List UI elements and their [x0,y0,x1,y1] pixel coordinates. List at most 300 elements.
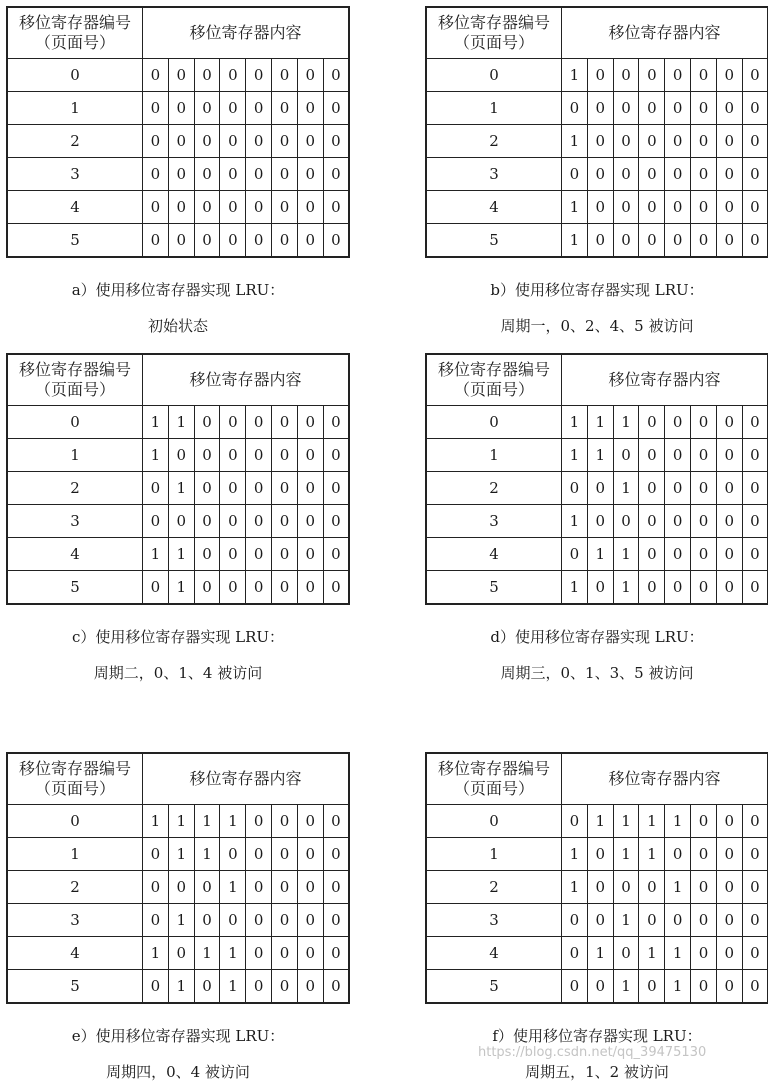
page-number-cell: 1 [7,838,143,871]
bit-cell: 1 [168,838,194,871]
bit-cell: 0 [639,505,665,538]
header-register-id [7,753,143,805]
bit-cell: 0 [587,125,613,158]
bit-cell: 0 [297,505,323,538]
page-number-cell: 5 [426,571,562,605]
bit-cell: 0 [587,472,613,505]
bit-cell: 0 [143,904,169,937]
bit-cell: 0 [323,904,349,937]
bit-cell: 0 [613,191,639,224]
bit-cell: 0 [716,158,742,191]
bit-cell: 0 [742,871,768,904]
page-number-cell: 2 [7,871,143,904]
bit-cell: 0 [323,838,349,871]
table-row [426,571,768,605]
table-row [7,92,349,125]
bit-cell: 0 [562,472,588,505]
bit-cell: 0 [297,970,323,1004]
header-register-id-line1: 移位寄存器编号 [427,360,561,380]
header-register-id-line2: （页面号） [8,33,142,53]
page-number-cell: 2 [7,125,143,158]
bit-cell: 0 [272,439,298,472]
bit-cell: 0 [323,158,349,191]
table-row [426,191,768,224]
bit-cell: 0 [742,59,768,92]
bit-cell: 0 [613,92,639,125]
bit-cell: 0 [639,59,665,92]
bit-cell: 0 [246,439,272,472]
bit-cell: 1 [587,406,613,439]
page-number-cell: 3 [426,904,562,937]
bit-cell: 0 [742,904,768,937]
bit-cell: 0 [323,439,349,472]
bit-cell: 0 [742,191,768,224]
header-register-content: 移位寄存器内容 [562,7,768,59]
bit-cell: 1 [562,571,588,605]
header-register-content: 移位寄存器内容 [562,753,768,805]
bit-cell: 0 [297,871,323,904]
bit-cell: 1 [143,406,169,439]
watermark-text: https://blog.csdn.net/qq_39475130 [478,1045,706,1060]
caption-subtitle: 初始状态 [6,317,350,335]
bit-cell: 1 [168,805,194,838]
bit-cell: 0 [297,571,323,605]
table-row [7,472,349,505]
page-number-cell: 5 [7,224,143,258]
bit-cell: 1 [665,805,691,838]
bit-cell: 0 [665,125,691,158]
bit-cell: 0 [272,538,298,571]
page-number-cell: 3 [426,505,562,538]
bit-cell: 0 [613,505,639,538]
bit-cell: 0 [742,158,768,191]
bit-cell: 0 [613,871,639,904]
panel-d [425,353,768,605]
table-row [7,505,349,538]
bit-cell: 0 [168,937,194,970]
bit-cell: 0 [143,125,169,158]
bit-cell: 0 [246,92,272,125]
page-number-cell: 5 [7,970,143,1004]
bit-cell: 0 [194,92,220,125]
bit-cell: 0 [613,59,639,92]
bit-cell: 0 [742,805,768,838]
header-register-id [426,7,562,59]
bit-cell: 0 [143,871,169,904]
bit-cell: 0 [665,224,691,258]
bit-cell: 0 [639,158,665,191]
bit-cell: 0 [297,439,323,472]
bit-cell: 1 [143,805,169,838]
bit-cell: 0 [742,92,768,125]
bit-cell: 0 [562,904,588,937]
bit-cell: 0 [246,472,272,505]
page-number-cell: 3 [426,158,562,191]
table-row [7,224,349,258]
bit-cell: 0 [220,406,246,439]
table-row [7,838,349,871]
bit-cell: 0 [742,406,768,439]
bit-cell: 0 [143,158,169,191]
bit-cell: 0 [194,406,220,439]
table-row [7,59,349,92]
bit-cell: 0 [246,158,272,191]
bit-cell: 0 [742,125,768,158]
bit-cell: 0 [613,158,639,191]
lru-table [6,6,350,258]
bit-cell: 0 [323,871,349,904]
bit-cell: 1 [665,871,691,904]
bit-cell: 0 [742,224,768,258]
bit-cell: 0 [691,505,717,538]
header-register-id [7,354,143,406]
bit-cell: 0 [246,904,272,937]
bit-cell: 0 [143,224,169,258]
lru-table [6,353,350,605]
bit-cell: 1 [562,125,588,158]
bit-cell: 0 [665,439,691,472]
table-row [426,92,768,125]
table-row [7,871,349,904]
bit-cell: 0 [246,805,272,838]
panel-f [425,752,768,1004]
bit-cell: 0 [246,406,272,439]
page-number-cell: 3 [7,158,143,191]
bit-cell: 0 [220,439,246,472]
bit-cell: 0 [272,406,298,439]
bit-cell: 0 [323,191,349,224]
header-register-id-line2: （页面号） [427,779,561,799]
table-row [426,125,768,158]
bit-cell: 1 [194,838,220,871]
bit-cell: 1 [562,59,588,92]
page-number-cell: 1 [7,439,143,472]
bit-cell: 0 [691,571,717,605]
table-row [7,439,349,472]
bit-cell: 1 [143,439,169,472]
bit-cell: 1 [665,937,691,970]
bit-cell: 0 [168,92,194,125]
bit-cell: 0 [716,191,742,224]
bit-cell: 0 [323,505,349,538]
header-register-content: 移位寄存器内容 [143,753,350,805]
bit-cell: 0 [716,406,742,439]
bit-cell: 0 [639,191,665,224]
bit-cell: 0 [639,871,665,904]
bit-cell: 0 [587,904,613,937]
header-register-id [426,753,562,805]
bit-cell: 0 [297,158,323,191]
bit-cell: 1 [587,538,613,571]
bit-cell: 0 [220,472,246,505]
bit-cell: 1 [220,970,246,1004]
bit-cell: 0 [297,904,323,937]
bit-cell: 0 [297,224,323,258]
bit-cell: 0 [613,125,639,158]
bit-cell: 0 [323,937,349,970]
bit-cell: 0 [716,838,742,871]
page-number-cell: 2 [426,125,562,158]
bit-cell: 1 [168,571,194,605]
bit-cell: 1 [613,970,639,1004]
table-row [7,191,349,224]
page-number-cell: 0 [426,59,562,92]
bit-cell: 0 [246,838,272,871]
bit-cell: 0 [587,838,613,871]
caption-title: e）使用移位寄存器实现 LRU： [6,1027,350,1045]
bit-cell: 1 [143,538,169,571]
bit-cell: 0 [587,871,613,904]
bit-cell: 0 [297,92,323,125]
bit-cell: 0 [323,92,349,125]
bit-cell: 0 [691,904,717,937]
table-row [426,439,768,472]
table-row [7,571,349,605]
bit-cell: 0 [168,158,194,191]
bit-cell: 0 [246,125,272,158]
bit-cell: 0 [323,805,349,838]
bit-cell: 0 [665,505,691,538]
bit-cell: 0 [691,59,717,92]
bit-cell: 0 [194,970,220,1004]
bit-cell: 0 [272,970,298,1004]
bit-cell: 0 [297,191,323,224]
bit-cell: 0 [323,406,349,439]
bit-cell: 1 [562,439,588,472]
caption-subtitle: 周期四，0、4 被访问 [6,1063,350,1081]
bit-cell: 0 [587,571,613,605]
bit-cell: 1 [587,439,613,472]
bit-cell: 0 [691,970,717,1004]
table-row [426,937,768,970]
bit-cell: 1 [562,406,588,439]
table-row [7,805,349,838]
bit-cell: 1 [220,937,246,970]
bit-cell: 0 [194,59,220,92]
table-row [7,970,349,1004]
bit-cell: 0 [587,224,613,258]
bit-cell: 0 [587,970,613,1004]
bit-cell: 0 [691,937,717,970]
bit-cell: 0 [742,505,768,538]
header-register-content: 移位寄存器内容 [562,354,768,406]
table-row [426,871,768,904]
bit-cell: 0 [587,158,613,191]
page-number-cell: 5 [426,224,562,258]
bit-cell: 1 [613,838,639,871]
bit-cell: 0 [716,92,742,125]
bit-cell: 0 [562,970,588,1004]
bit-cell: 0 [639,970,665,1004]
bit-cell: 0 [639,92,665,125]
bit-cell: 0 [272,92,298,125]
bit-cell: 0 [323,571,349,605]
page-number-cell: 2 [426,472,562,505]
bit-cell: 0 [716,937,742,970]
page-number-cell: 4 [7,937,143,970]
panel-b [425,6,768,258]
bit-cell: 0 [716,59,742,92]
bit-cell: 0 [613,224,639,258]
table-row [426,538,768,571]
bit-cell: 0 [297,805,323,838]
lru-table [425,6,768,258]
bit-cell: 0 [143,92,169,125]
header-register-id-line2: （页面号） [8,380,142,400]
table-row [426,505,768,538]
bit-cell: 0 [246,224,272,258]
table-row [426,805,768,838]
page-number-cell: 3 [7,904,143,937]
page-number-cell: 5 [7,571,143,605]
page-number-cell: 1 [7,92,143,125]
bit-cell: 0 [691,406,717,439]
bit-cell: 0 [194,505,220,538]
bit-cell: 0 [742,970,768,1004]
bit-cell: 0 [665,838,691,871]
bit-cell: 0 [742,838,768,871]
bit-cell: 0 [143,59,169,92]
bit-cell: 0 [639,904,665,937]
bit-cell: 0 [246,937,272,970]
bit-cell: 0 [220,92,246,125]
bit-cell: 0 [272,871,298,904]
bit-cell: 0 [168,59,194,92]
header-register-id-line1: 移位寄存器编号 [8,759,142,779]
table-row [426,472,768,505]
bit-cell: 0 [716,805,742,838]
header-register-id-line1: 移位寄存器编号 [427,13,561,33]
bit-cell: 1 [613,472,639,505]
bit-cell: 1 [639,838,665,871]
bit-cell: 0 [220,59,246,92]
bit-cell: 0 [639,472,665,505]
bit-cell: 1 [168,472,194,505]
bit-cell: 0 [665,92,691,125]
bit-cell: 0 [691,472,717,505]
bit-cell: 0 [246,191,272,224]
bit-cell: 0 [194,439,220,472]
bit-cell: 0 [220,904,246,937]
bit-cell: 0 [272,125,298,158]
bit-cell: 1 [562,505,588,538]
lru-table [425,752,768,1004]
bit-cell: 0 [143,571,169,605]
page-number-cell: 2 [426,871,562,904]
bit-cell: 0 [246,538,272,571]
bit-cell: 1 [613,904,639,937]
page-number-cell: 3 [7,505,143,538]
bit-cell: 0 [272,838,298,871]
bit-cell: 0 [742,472,768,505]
bit-cell: 0 [194,871,220,904]
bit-cell: 0 [220,505,246,538]
bit-cell: 0 [587,505,613,538]
bit-cell: 0 [297,125,323,158]
bit-cell: 1 [587,937,613,970]
table-row [7,406,349,439]
bit-cell: 0 [691,92,717,125]
header-register-id-line2: （页面号） [427,380,561,400]
bit-cell: 0 [323,125,349,158]
table-row [7,538,349,571]
page-number-cell: 0 [426,406,562,439]
caption-subtitle: 周期三，0、1、3、5 被访问 [425,664,768,682]
bit-cell: 1 [639,937,665,970]
page-number-cell: 5 [426,970,562,1004]
bit-cell: 0 [587,59,613,92]
page-number-cell: 4 [426,937,562,970]
bit-cell: 0 [323,970,349,1004]
bit-cell: 0 [562,92,588,125]
bit-cell: 0 [562,538,588,571]
table-row [426,158,768,191]
bit-cell: 0 [716,538,742,571]
bit-cell: 0 [665,904,691,937]
bit-cell: 0 [691,805,717,838]
bit-cell: 1 [562,224,588,258]
page-number-cell: 4 [426,538,562,571]
page-number-cell: 0 [7,59,143,92]
bit-cell: 1 [220,871,246,904]
bit-cell: 0 [716,439,742,472]
bit-cell: 0 [716,472,742,505]
caption-title: c）使用移位寄存器实现 LRU： [6,628,350,646]
bit-cell: 0 [691,224,717,258]
bit-cell: 0 [194,571,220,605]
bit-cell: 0 [246,970,272,1004]
bit-cell: 0 [168,871,194,904]
bit-cell: 0 [143,838,169,871]
table-row [7,158,349,191]
bit-cell: 1 [168,904,194,937]
bit-cell: 0 [272,158,298,191]
bit-cell: 0 [665,571,691,605]
lru-table [425,353,768,605]
bit-cell: 0 [194,125,220,158]
bit-cell: 0 [562,158,588,191]
page-number-cell: 4 [7,538,143,571]
bit-cell: 0 [587,191,613,224]
bit-cell: 0 [194,538,220,571]
page-number-cell: 1 [426,439,562,472]
header-register-id-line1: 移位寄存器编号 [8,13,142,33]
panel-a [6,6,350,258]
panel-e [6,752,350,1004]
bit-cell: 0 [665,59,691,92]
bit-cell: 0 [246,505,272,538]
bit-cell: 1 [194,805,220,838]
bit-cell: 1 [168,406,194,439]
bit-cell: 0 [665,538,691,571]
bit-cell: 0 [220,571,246,605]
bit-cell: 1 [562,838,588,871]
bit-cell: 0 [665,406,691,439]
bit-cell: 0 [220,158,246,191]
bit-cell: 0 [143,191,169,224]
bit-cell: 0 [168,125,194,158]
header-register-id-line1: 移位寄存器编号 [427,759,561,779]
page-number-cell: 1 [426,92,562,125]
bit-cell: 0 [297,59,323,92]
table-row [426,224,768,258]
bit-cell: 0 [220,838,246,871]
bit-cell: 0 [194,191,220,224]
table-row [426,838,768,871]
bit-cell: 0 [691,191,717,224]
bit-cell: 0 [272,59,298,92]
bit-cell: 0 [691,838,717,871]
